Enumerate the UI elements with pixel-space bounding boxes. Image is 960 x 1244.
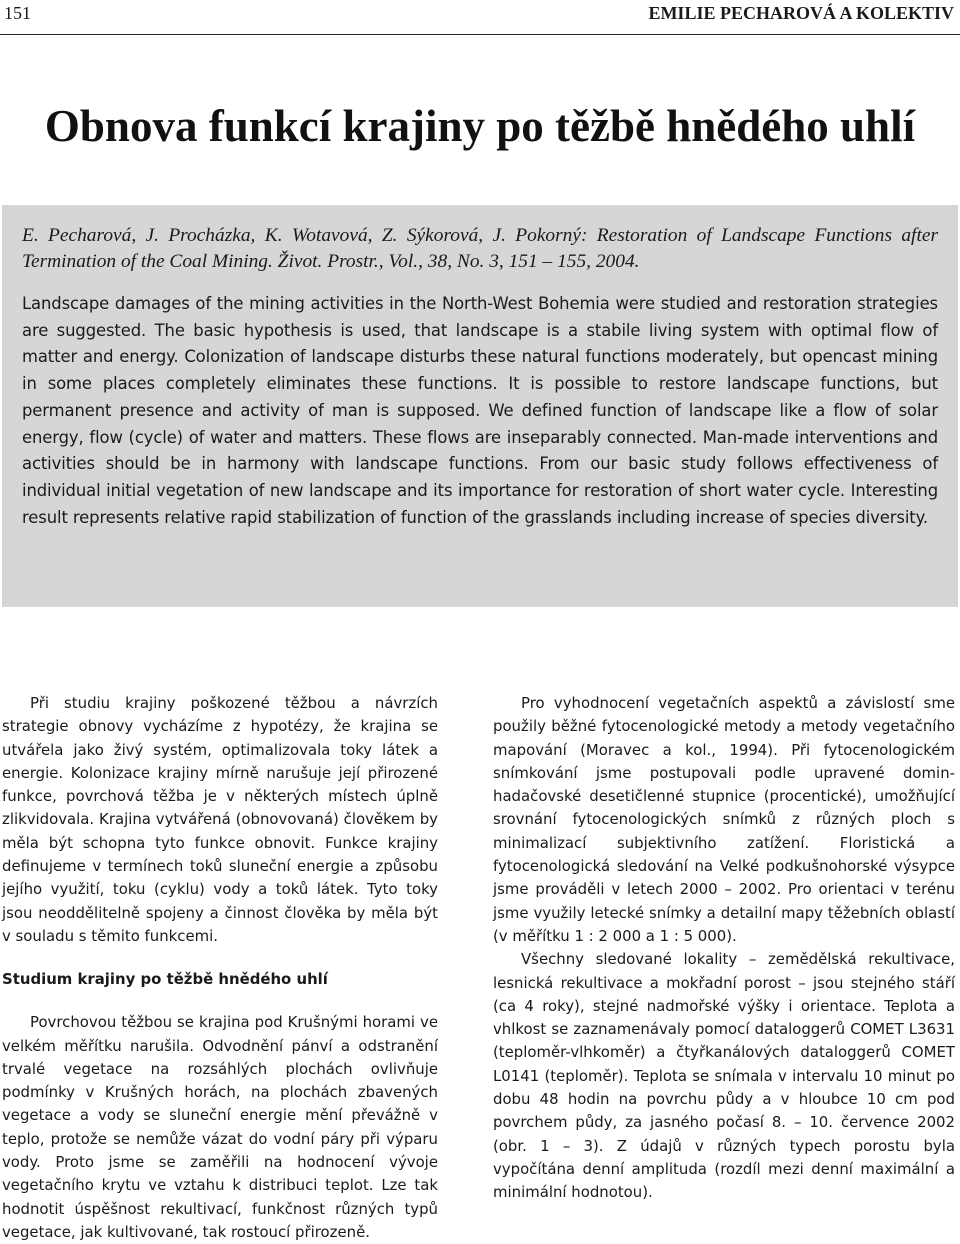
abstract-box [2, 205, 958, 607]
section-heading: Studium krajiny po těžbě hnědého uhlí [2, 970, 328, 989]
methods-paragraph-2: Všechny sledované lokality – zemědělská rekultivace, lesnická rekultivace a mokřadní porost – jsou stejného stáří (ca 4 roky), stejné nadmořské výšky i orientace. Teplota a vhlkost se zaznamenávaly pomocí dataloggerů COMET L3631 (teploměr-vlhkoměr) a čtyřkanálových dataloggerů COMET L0141 (teploměr). Teplota se snímala v intervalu 10 minut po dobu 48 hodin na povrchu půdy a v hloubce 10 cm pod povrchem půdy, za jasného počasí 8. – 10. července 2002 (obr. 1 – 3). Z údajů v různých typech porostu byla vypočítána denní amplituda (rozdíl mezi denní maximální a minimální hodnotou). [493, 950, 955, 1202]
right-column [493, 692, 955, 1205]
article-title: Obnova funkcí krajiny po těžbě hnědého uhlí [44, 101, 916, 151]
left-column [2, 692, 438, 1244]
citation: E. Pecharová, J. Procházka, K. Wotavová, Z. Sýkorová, J. Pokorný: Restoration of Landscape Functions after Termination of the Coal Mining. Život. Prostr., Vol., 38, No. 3, 151 – 155, 2004. [22, 225, 938, 272]
page-header [0, 0, 960, 35]
abstract-text: Landscape damages of the mining activities in the North-West Bohemia were studied and restoration strategies are suggested. The basic hypothesis is used, that landscape is a stabile living system with optimal flow of matter and energy. Colonization of landscape disturbs these natural functions moderately, but opencast mining in some places completely eliminates these functions. It is possible to restore landscape functions, but permanent presence and activity of man is supposed. We defined function of landscape like a flow of solar energy, flow (cycle) of water and matters. These flows are inseparably connected. Man-made interventions and activities should be in harmony with landscape functions. From our basic study follows effectiveness of individual initial vegetation of new landscape and its importance for restoration of short water cycle. Interesting result represents relative rapid stabilization of function of the grasslands including increase of species diversity. [22, 294, 938, 527]
running-head: EMILIE PECHAROVÁ A KOLEKTIV [648, 3, 954, 23]
intro-paragraph: Při studiu krajiny poškozené těžbou a návrzích strategie obnovy vycházíme z hypotézy, že krajina se utvářela jako živý systém, optimalizovala toky látek a energie. Kolonizace krajiny mírně narušuje její přirozené funkce, povrchová těžba je v některých místech úplně zlikvidovala. Krajina vytvářená (obnovovaná) člověkem by měla být schopna tyto funkce obnovit. Funkce krajiny definujeme v termínech toků sluneční energie a způsobu jejího využití, toku (cyklu) vody a toků látek. Tyto toky jsou neoddělitelně spojeny a činnost člověka by měla být v souladu s těmito funkcemi. [2, 694, 438, 945]
section-paragraph: Povrchovou těžbou se krajina pod Krušnými horami ve velkém měřítku narušila. Odvodnění pánví a odstranění trvalé vegetace na rozsáhlých plochách ovlivňuje podmínky v Krušných horách, na plochách zbavených vegetace a vody se sluneční energie mění převážně v teplo, protože se nemůže vázat do vodní páry při výparu vody. Proto jsme se zaměřili na hodnocení vývoje vegetačního krytu ve vztahu k distribuci teplot. Lze tak hodnotit úspěšnost rekultivací, funkčnost různých typů vegetace, jak kultivované, tak rostoucí přirozeně. [2, 1013, 438, 1241]
page-number: 151 [4, 3, 31, 23]
methods-paragraph-1: Pro vyhodnocení vegetačních aspektů a závislostí sme použily běžné fytocenologické metody a metody vegetačního mapování (Moravec a kol., 1994). Při fytocenologickém snímkování jsme postupovali podle upravené domin-hadačovské desetičlenné stupnice (procentické), umožňující srovnání fytocenologických snímků z různých ploch s minimalizací subjektivního zatížení. Floristická a fytocenologická sledování na Velké podkušnohorské výsypce jsme prováděli v letech 2000 – 2002. Pro orientaci v terénu jsme využily letecké snímky a detailní mapy těžebních oblastí (v měřítku 1 : 2 000 a 1 : 5 000). [493, 694, 955, 945]
